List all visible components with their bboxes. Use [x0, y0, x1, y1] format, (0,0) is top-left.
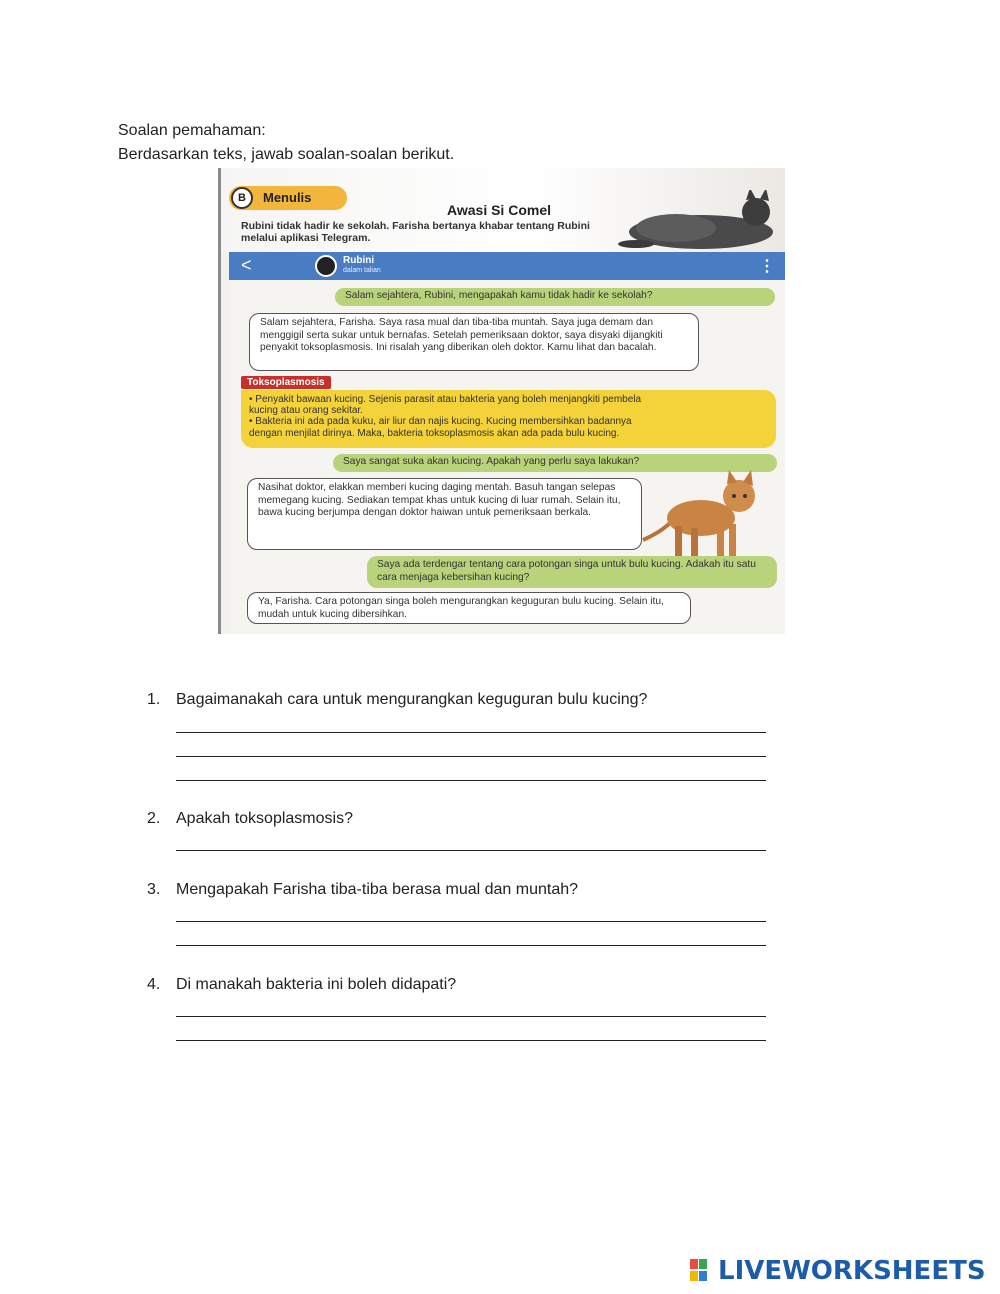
grey-cat-illustration	[616, 190, 785, 250]
intro-heading: Soalan pemahaman:	[118, 122, 266, 139]
toxo-label: Toksoplasmosis	[241, 376, 331, 389]
question-text: Apakah toksoplasmosis?	[176, 810, 353, 827]
intro-instruction: Berdasarkan teks, jawab soalan-soalan berikut.	[118, 146, 455, 163]
contact-status: dalam talian	[343, 267, 381, 274]
textbook-header	[221, 168, 785, 252]
question-number: 4.	[147, 976, 161, 993]
answer-line[interactable]	[176, 756, 766, 757]
question-number: 2.	[147, 810, 161, 827]
book-icon: B	[231, 187, 253, 209]
toxo-point: • Bakteria ini ada pada kuku, air liur dan najis kucing. Kucing membersihkan badannya	[249, 416, 632, 428]
book-title: Awasi Si Comel	[447, 202, 552, 218]
brand-text: LIVEWORKSHEETS	[718, 1256, 986, 1286]
answer-line[interactable]	[176, 780, 766, 781]
message-bubble-1: Salam sejahtera, Rubini, mengapakah kamu tidak hadir ke sekolah?	[335, 288, 775, 306]
contact-name: Rubini	[343, 255, 375, 266]
answer-line[interactable]	[176, 732, 766, 733]
answer-line[interactable]	[176, 945, 766, 946]
telegram-chat-bar	[229, 252, 785, 280]
more-vertical-icon: ⋮	[759, 258, 775, 275]
answer-line[interactable]	[176, 921, 766, 922]
toxo-point: dengan menjilat dirinya. Maka, bakteria toksoplasmosis akan ada pada bulu kucing.	[249, 427, 620, 439]
message-bubble-5: Saya ada terdengar tentang cara potongan singa untuk bulu kucing. Adakah itu satu cara menjaga kebersihan kucing?	[367, 556, 777, 588]
toxo-point: kucing atau orang sekitar.	[249, 405, 363, 417]
question-text: Mengapakah Farisha tiba-tiba berasa mual dan muntah?	[176, 881, 579, 898]
intro	[118, 119, 454, 167]
toxo-info-box	[241, 390, 776, 448]
menulis-label: Menulis	[263, 190, 312, 205]
back-arrow-icon: <	[241, 255, 252, 275]
message-bubble-3: Saya sangat suka akan kucing. Apakah yang perlu saya lakukan?	[333, 454, 777, 472]
message-bubble-2: Salam sejahtera, Farisha. Saya rasa mual dan tiba-tiba muntah. Saya juga demam dan menggigil serta sukar untuk bernafas. Setelah pemeriksaan doktor, saya disyaki dijangkiti penyakit toksoplasmosis. Ini risalah yang diberikan oleh doktor. Kamu lihat dan bacalah.	[249, 313, 699, 371]
book-intro: Rubini tidak hadir ke sekolah. Farisha bertanya khabar tentang Rubini melalui aplikasi Telegram.	[241, 220, 590, 244]
message-bubble-4: Nasihat doktor, elakkan memberi kucing daging mentah. Basuh tangan selepas memegang kucing. Sediakan tempat khas untuk kucing di luar rumah. Selain itu, bawa kucing berjumpa dengan doktor haiwan untuk pemeriksaan berkala.	[247, 478, 642, 550]
question-number: 1.	[147, 691, 161, 708]
question-number: 3.	[147, 881, 161, 898]
answer-line[interactable]	[176, 850, 766, 851]
textbook-image	[218, 168, 785, 634]
menulis-badge	[229, 186, 347, 210]
answer-line[interactable]	[176, 1016, 766, 1017]
question-text: Bagaimanakah cara untuk mengurangkan keguguran bulu kucing?	[176, 691, 648, 708]
answer-line[interactable]	[176, 1040, 766, 1041]
message-bubble-6: Ya, Farisha. Cara potongan singa boleh mengurangkan keguguran bulu kucing. Selain itu, mudah untuk kucing dibersihkan.	[247, 592, 691, 624]
toxo-point: • Penyakit bawaan kucing. Sejenis parasit atau bakteria yang boleh menjangkiti pembela	[249, 394, 642, 405]
avatar	[315, 255, 337, 277]
question-text: Di manakah bakteria ini boleh didapati?	[176, 976, 457, 993]
orange-cat-illustration	[641, 470, 771, 560]
liveworksheets-logo-icon	[690, 1259, 716, 1281]
